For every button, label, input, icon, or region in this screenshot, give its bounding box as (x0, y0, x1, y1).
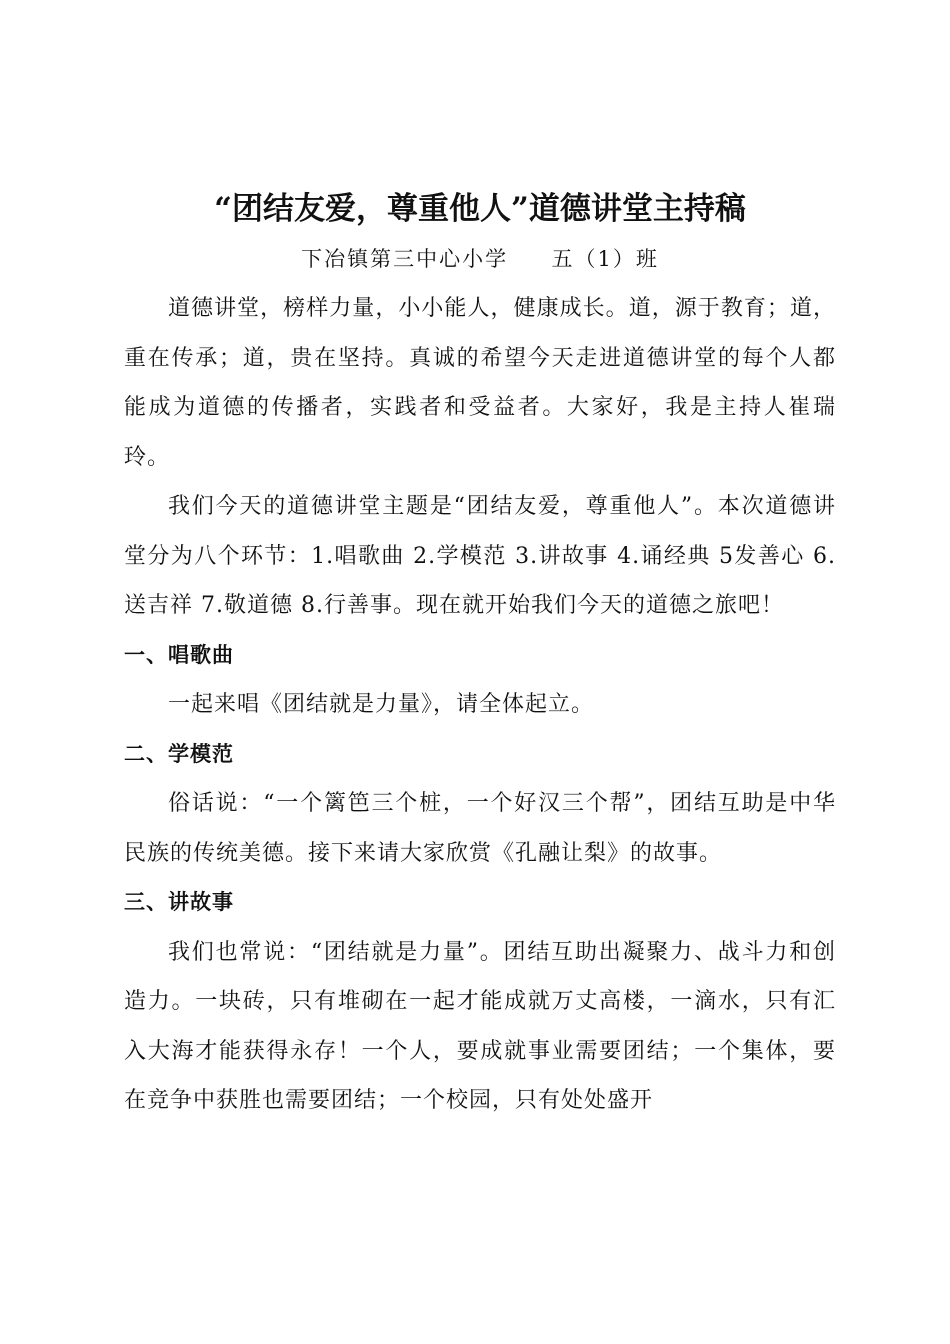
document-title: “团结友爱，尊重他人”道德讲堂主持稿 (214, 191, 746, 227)
intro-paragraph-1: 道德讲堂，榜样力量，小小能人，健康成长。道，源于教育；道，重在传承；道，贵在坚持。真诚的希望今天走进道德讲堂的每个人都能成为道德的传播者，实践者和受益者。大家好，我是主持人崔瑞玲。 (124, 296, 836, 470)
section-heading-model: 二、学模范 (124, 741, 234, 766)
section-paragraph-sing: 一起来唱《团结就是力量》，请全体起立。 (168, 692, 595, 717)
document-page (124, 184, 836, 1126)
section-heading-story: 三、讲故事 (124, 890, 234, 914)
document-subtitle: 下冶镇第三中心小学 五（1）班 (301, 247, 659, 271)
intro-paragraph-2: 我们今天的道德讲堂主题是“团结友爱，尊重他人”。本次道德讲堂分为八个环节：1.唱歌曲 2.学模范 3.讲故事 4.诵经典 5发善心 6.送吉祥 7.敬道德 8.行善事。现在就开始我们今天的道德之旅吧！ (124, 494, 836, 618)
section-heading-sing: 一、唱歌曲 (124, 642, 234, 667)
section-paragraph-story: 我们也常说：“团结就是力量”。团结互助出凝聚力、战斗力和创造力。一块砖，只有堆砌在一起才能成就万丈高楼，一滴水，只有汇入大海才能获得永存！一个人，要成就事业需要团结；一个集体，要在竞争中获胜也需要团结；一个校园，只有处处盛开 (124, 939, 836, 1113)
section-paragraph-model: 俗话说：“一个篱笆三个桩，一个好汉三个帮”，团结互助是中华民族的传统美德。接下来请大家欣赏《孔融让梨》的故事。 (124, 791, 836, 866)
